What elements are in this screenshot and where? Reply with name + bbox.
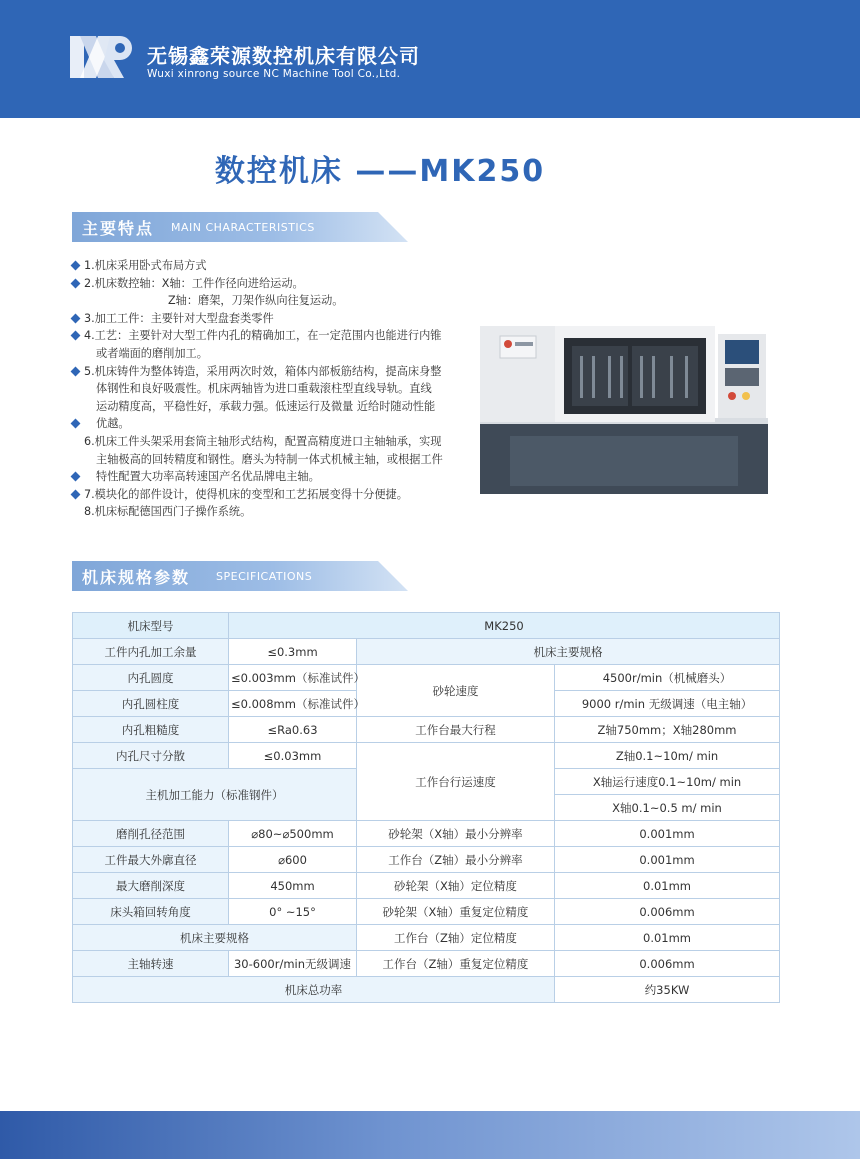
table-cell: 主机加工能力（标准钢件） (73, 769, 357, 821)
list-item-continued: Z轴：磨架，刀架作纵向往复运动。 (168, 294, 344, 308)
diamond-bullet-icon (71, 419, 81, 429)
table-cell: MK250 (229, 613, 780, 639)
table-cell: 0.006mm (555, 899, 780, 925)
spec-table (72, 612, 780, 1003)
diamond-bullet-icon (71, 366, 81, 376)
table-cell: 最大磨削深度 (73, 873, 229, 899)
list-item: 8.机床标配德国西门子操作系统。 (84, 505, 252, 519)
table-row (73, 873, 780, 899)
table-cell: ≤0.008mm（标准试件） (229, 691, 357, 717)
page-title: 数控机床 ——MK250 (214, 154, 546, 189)
table-cell: 0.001mm (555, 821, 780, 847)
diamond-bullet-icon (71, 489, 81, 499)
table-row (73, 717, 780, 743)
table-cell: ⌀600 (229, 847, 357, 873)
table-row (73, 847, 780, 873)
section-banner-characteristics (72, 212, 412, 242)
table-cell: 内孔尺寸分散 (73, 743, 229, 769)
list-item: 7.模块化的部件设计，使得机床的变型和工艺拓展变得十分便捷。 (72, 486, 472, 504)
table-row (73, 613, 780, 639)
list-item-continued: 特性配置大功率高转速国产名优品牌电主轴。 (72, 468, 472, 486)
table-cell: 9000 r/min 无级调速（电主轴） (555, 691, 780, 717)
table-cell: 工作台（Z轴）重复定位精度 (357, 951, 555, 977)
table-cell: ≤0.3mm (229, 639, 357, 665)
diamond-bullet-icon (71, 261, 81, 271)
table-cell: 砂轮架（X轴）重复定位精度 (357, 899, 555, 925)
table-cell: X轴0.1~0.5 m/ min (555, 795, 780, 821)
table-row (73, 951, 780, 977)
table-cell: Z轴750mm；X轴280mm (555, 717, 780, 743)
list-item-continued: 优越。 (72, 415, 472, 433)
table-cell: 0.001mm (555, 847, 780, 873)
list-item-continued: 主轴极高的回转精度和钢性。磨头为特制一体式机械主轴，或根据工件 (96, 452, 443, 466)
table-cell: ≤Ra0.63 (229, 717, 357, 743)
list-item: 1.机床采用卧式布局方式 (72, 257, 472, 275)
table-cell: 磨削孔径范围 (73, 821, 229, 847)
company-name-cn: 无锡鑫荣源数控机床有限公司 (147, 44, 420, 68)
table-cell: 工作台最大行程 (357, 717, 555, 743)
table-cell: 内孔粗糙度 (73, 717, 229, 743)
table-cell: 内孔圆度 (73, 665, 229, 691)
list-item-continued: 运动精度高，平稳性好，承载力强。低速运行及微量 近给时随动性能 (96, 399, 436, 413)
table-row (73, 977, 780, 1003)
section-title-cn: 机床规格参数 (82, 568, 191, 587)
table-cell: 4500r/min（机械磨头） (555, 665, 780, 691)
table-cell: 0.006mm (555, 951, 780, 977)
table-cell: 工件最大外廓直径 (73, 847, 229, 873)
diamond-bullet-icon (71, 313, 81, 323)
page-footer-band (0, 1111, 860, 1159)
table-cell: 0.01mm (555, 925, 780, 951)
company-name-en: Wuxi xinrong source NC Machine Tool Co.,Ltd. (147, 68, 401, 80)
table-cell: 砂轮速度 (357, 665, 555, 717)
table-cell: 450mm (229, 873, 357, 899)
table-row (73, 821, 780, 847)
table-row (73, 665, 780, 691)
diamond-bullet-icon (71, 472, 81, 482)
diamond-bullet-icon (71, 331, 81, 341)
section-banner-specifications (72, 561, 412, 591)
list-item: 3.加工工件：主要针对大型盘套类零件 (72, 310, 472, 328)
list-item: 2.机床数控轴：X轴：工件作径向进给运动。 (72, 275, 472, 293)
company-logo (70, 32, 132, 82)
table-cell: ≤0.03mm (229, 743, 357, 769)
table-cell: 机床主要规格 (73, 925, 357, 951)
table-row (73, 743, 780, 769)
table-cell: 机床主要规格 (357, 639, 780, 665)
table-cell: 机床总功率 (73, 977, 555, 1003)
table-cell: ⌀80~⌀500mm (229, 821, 357, 847)
diamond-bullet-icon (71, 278, 81, 288)
characteristics-list (72, 257, 472, 521)
table-cell: 主轴转速 (73, 951, 229, 977)
list-item-continued: 体钢性和良好吸震性。机床两轴皆为进口重载滚柱型直线导轨。直线 (96, 382, 432, 396)
table-cell: Z轴0.1~10m/ min (555, 743, 780, 769)
table-cell: 约35KW (555, 977, 780, 1003)
table-cell: 内孔圆柱度 (73, 691, 229, 717)
section-title-en: MAIN CHARACTERISTICS (171, 221, 315, 234)
page-header (0, 0, 860, 118)
table-cell: 0° ~15° (229, 899, 357, 925)
table-row (73, 639, 780, 665)
table-cell: 工作台（Z轴）最小分辨率 (357, 847, 555, 873)
table-cell: 0.01mm (555, 873, 780, 899)
table-cell: 砂轮架（X轴）最小分辨率 (357, 821, 555, 847)
list-item: 4.工艺：主要针对大型工件内孔的精确加工，在一定范围内也能进行内锥 (72, 327, 472, 345)
table-cell: ≤0.003mm（标准试件） (229, 665, 357, 691)
list-item-continued: 或者端面的磨削加工。 (96, 346, 208, 360)
table-cell: 工作台（Z轴）定位精度 (357, 925, 555, 951)
table-row (73, 925, 780, 951)
table-cell: 机床型号 (73, 613, 229, 639)
table-cell: 砂轮架（X轴）定位精度 (357, 873, 555, 899)
list-item: 6.机床工件头架采用套筒主轴形式结构，配置高精度进口主轴轴承，实现 (84, 434, 442, 448)
table-cell: 床头箱回转角度 (73, 899, 229, 925)
section-title-en: SPECIFICATIONS (216, 570, 313, 583)
table-cell: 工件内孔加工余量 (73, 639, 229, 665)
table-cell: 30-600r/min无级调速 (229, 951, 357, 977)
table-row (73, 899, 780, 925)
machine-photo (480, 326, 768, 494)
table-cell: X轴运行速度0.1~10m/ min (555, 769, 780, 795)
section-title-cn: 主要特点 (82, 219, 155, 238)
table-cell: 工作台行运速度 (357, 743, 555, 821)
list-item: 5.机床铸件为整体铸造，采用两次时效，箱体内部板筋结构，提高床身整 (72, 363, 472, 381)
